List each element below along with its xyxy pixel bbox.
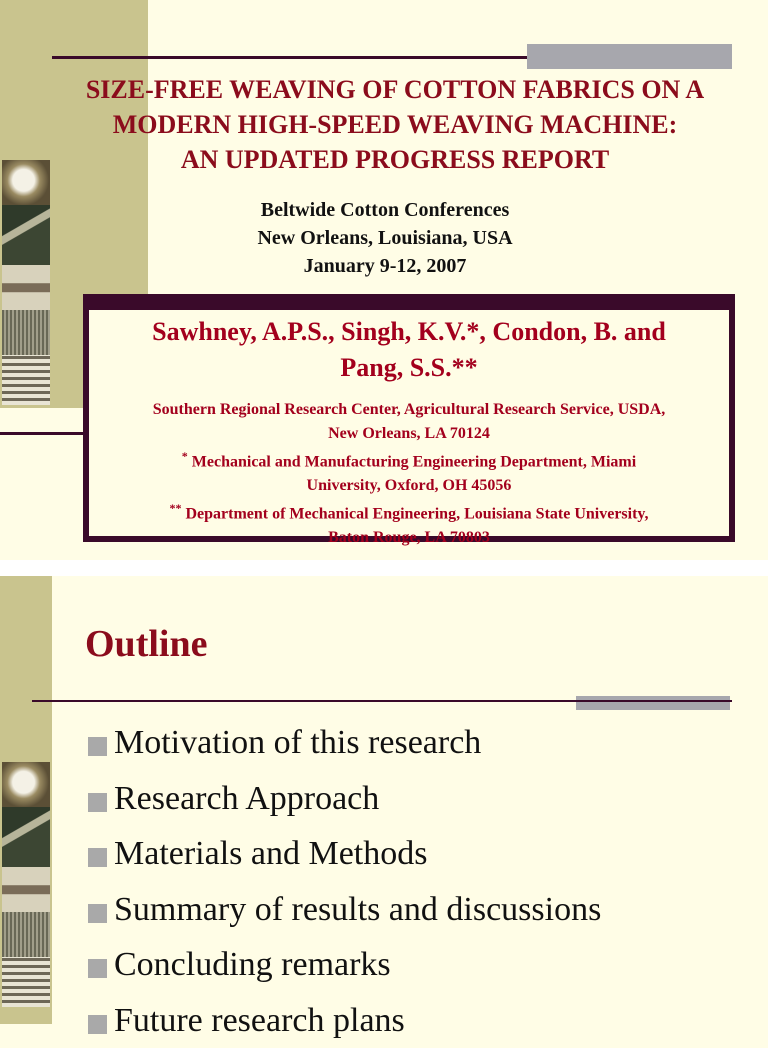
leaf-photo: [2, 807, 50, 867]
conference-name: Beltwide Cotton Conferences: [145, 196, 625, 224]
outline-divider: [32, 700, 732, 702]
affiliation-line: University, Oxford, OH 45056: [93, 474, 725, 498]
cotton-bales-photo: [2, 355, 50, 405]
author-list: [89, 314, 729, 386]
cotton-boll-photo: [2, 762, 50, 807]
list-item-text: Motivation of this research: [114, 724, 481, 761]
affiliation-mark: *: [182, 449, 188, 463]
list-item-text: Future research plans: [114, 1002, 405, 1039]
affiliations: [93, 398, 725, 550]
square-bullet-icon: [88, 904, 107, 923]
square-bullet-icon: [88, 1015, 107, 1034]
worker-photo: [2, 265, 50, 310]
outline-title: Outline: [85, 622, 207, 666]
affiliation-text: Department of Mechanical Engineering, Louisiana State University,: [185, 506, 648, 523]
list-item: [88, 993, 601, 1048]
square-bullet-icon: [88, 959, 107, 978]
list-item: [88, 826, 601, 882]
list-item: [88, 715, 601, 771]
slide-gap: [0, 560, 768, 576]
affiliation: [93, 398, 725, 445]
cotton-photo-strip: [2, 160, 50, 405]
leaf-photo: [2, 205, 50, 265]
conference-date: January 9-12, 2007: [145, 252, 625, 280]
affiliation-line: Southern Regional Research Center, Agricultural Research Service, USDA,: [93, 398, 725, 422]
affiliation-line: [93, 497, 725, 526]
square-bullet-icon: [88, 793, 107, 812]
decorative-gray-bar: [576, 696, 730, 710]
list-item-text: Summary of results and discussions: [114, 891, 601, 928]
list-item-text: Research Approach: [114, 780, 379, 817]
square-bullet-icon: [88, 848, 107, 867]
worker-photo: [2, 867, 50, 912]
conference-info: [145, 196, 625, 280]
affiliation-line: New Orleans, LA 70124: [93, 422, 725, 446]
presentation-title: [20, 72, 768, 177]
square-bullet-icon: [88, 737, 107, 756]
affiliation-line: Baton Rouge, LA 70803: [93, 526, 725, 550]
outline-list: [88, 715, 601, 1048]
decorative-gray-bar: [527, 44, 732, 69]
list-item: [88, 882, 601, 938]
title-line: SIZE-FREE WEAVING OF COTTON FABRICS ON A: [20, 72, 768, 107]
title-line: AN UPDATED PROGRESS REPORT: [20, 142, 768, 177]
cotton-photo-strip: [2, 762, 50, 1002]
affiliation-line: [93, 445, 725, 474]
list-item-text: Materials and Methods: [114, 835, 428, 872]
authors-box: [83, 294, 735, 542]
fabric-mesh-photo: [2, 912, 50, 957]
affiliation: [93, 445, 725, 497]
left-connector-rule: [0, 432, 84, 435]
list-item: [88, 771, 601, 827]
cotton-bales-photo: [2, 957, 50, 1007]
affiliation-mark: **: [169, 501, 181, 515]
affiliation: [93, 497, 725, 549]
list-item-text: Concluding remarks: [114, 946, 391, 983]
affiliation-text: Mechanical and Manufacturing Engineering Department, Miami: [192, 453, 636, 470]
fabric-mesh-photo: [2, 310, 50, 355]
title-line: MODERN HIGH-SPEED WEAVING MACHINE:: [20, 107, 768, 142]
author-line: Pang, S.S.**: [89, 350, 729, 386]
conference-location: New Orleans, Louisiana, USA: [145, 224, 625, 252]
list-item: [88, 937, 601, 993]
author-line: Sawhney, A.P.S., Singh, K.V.*, Condon, B. and: [89, 314, 729, 350]
